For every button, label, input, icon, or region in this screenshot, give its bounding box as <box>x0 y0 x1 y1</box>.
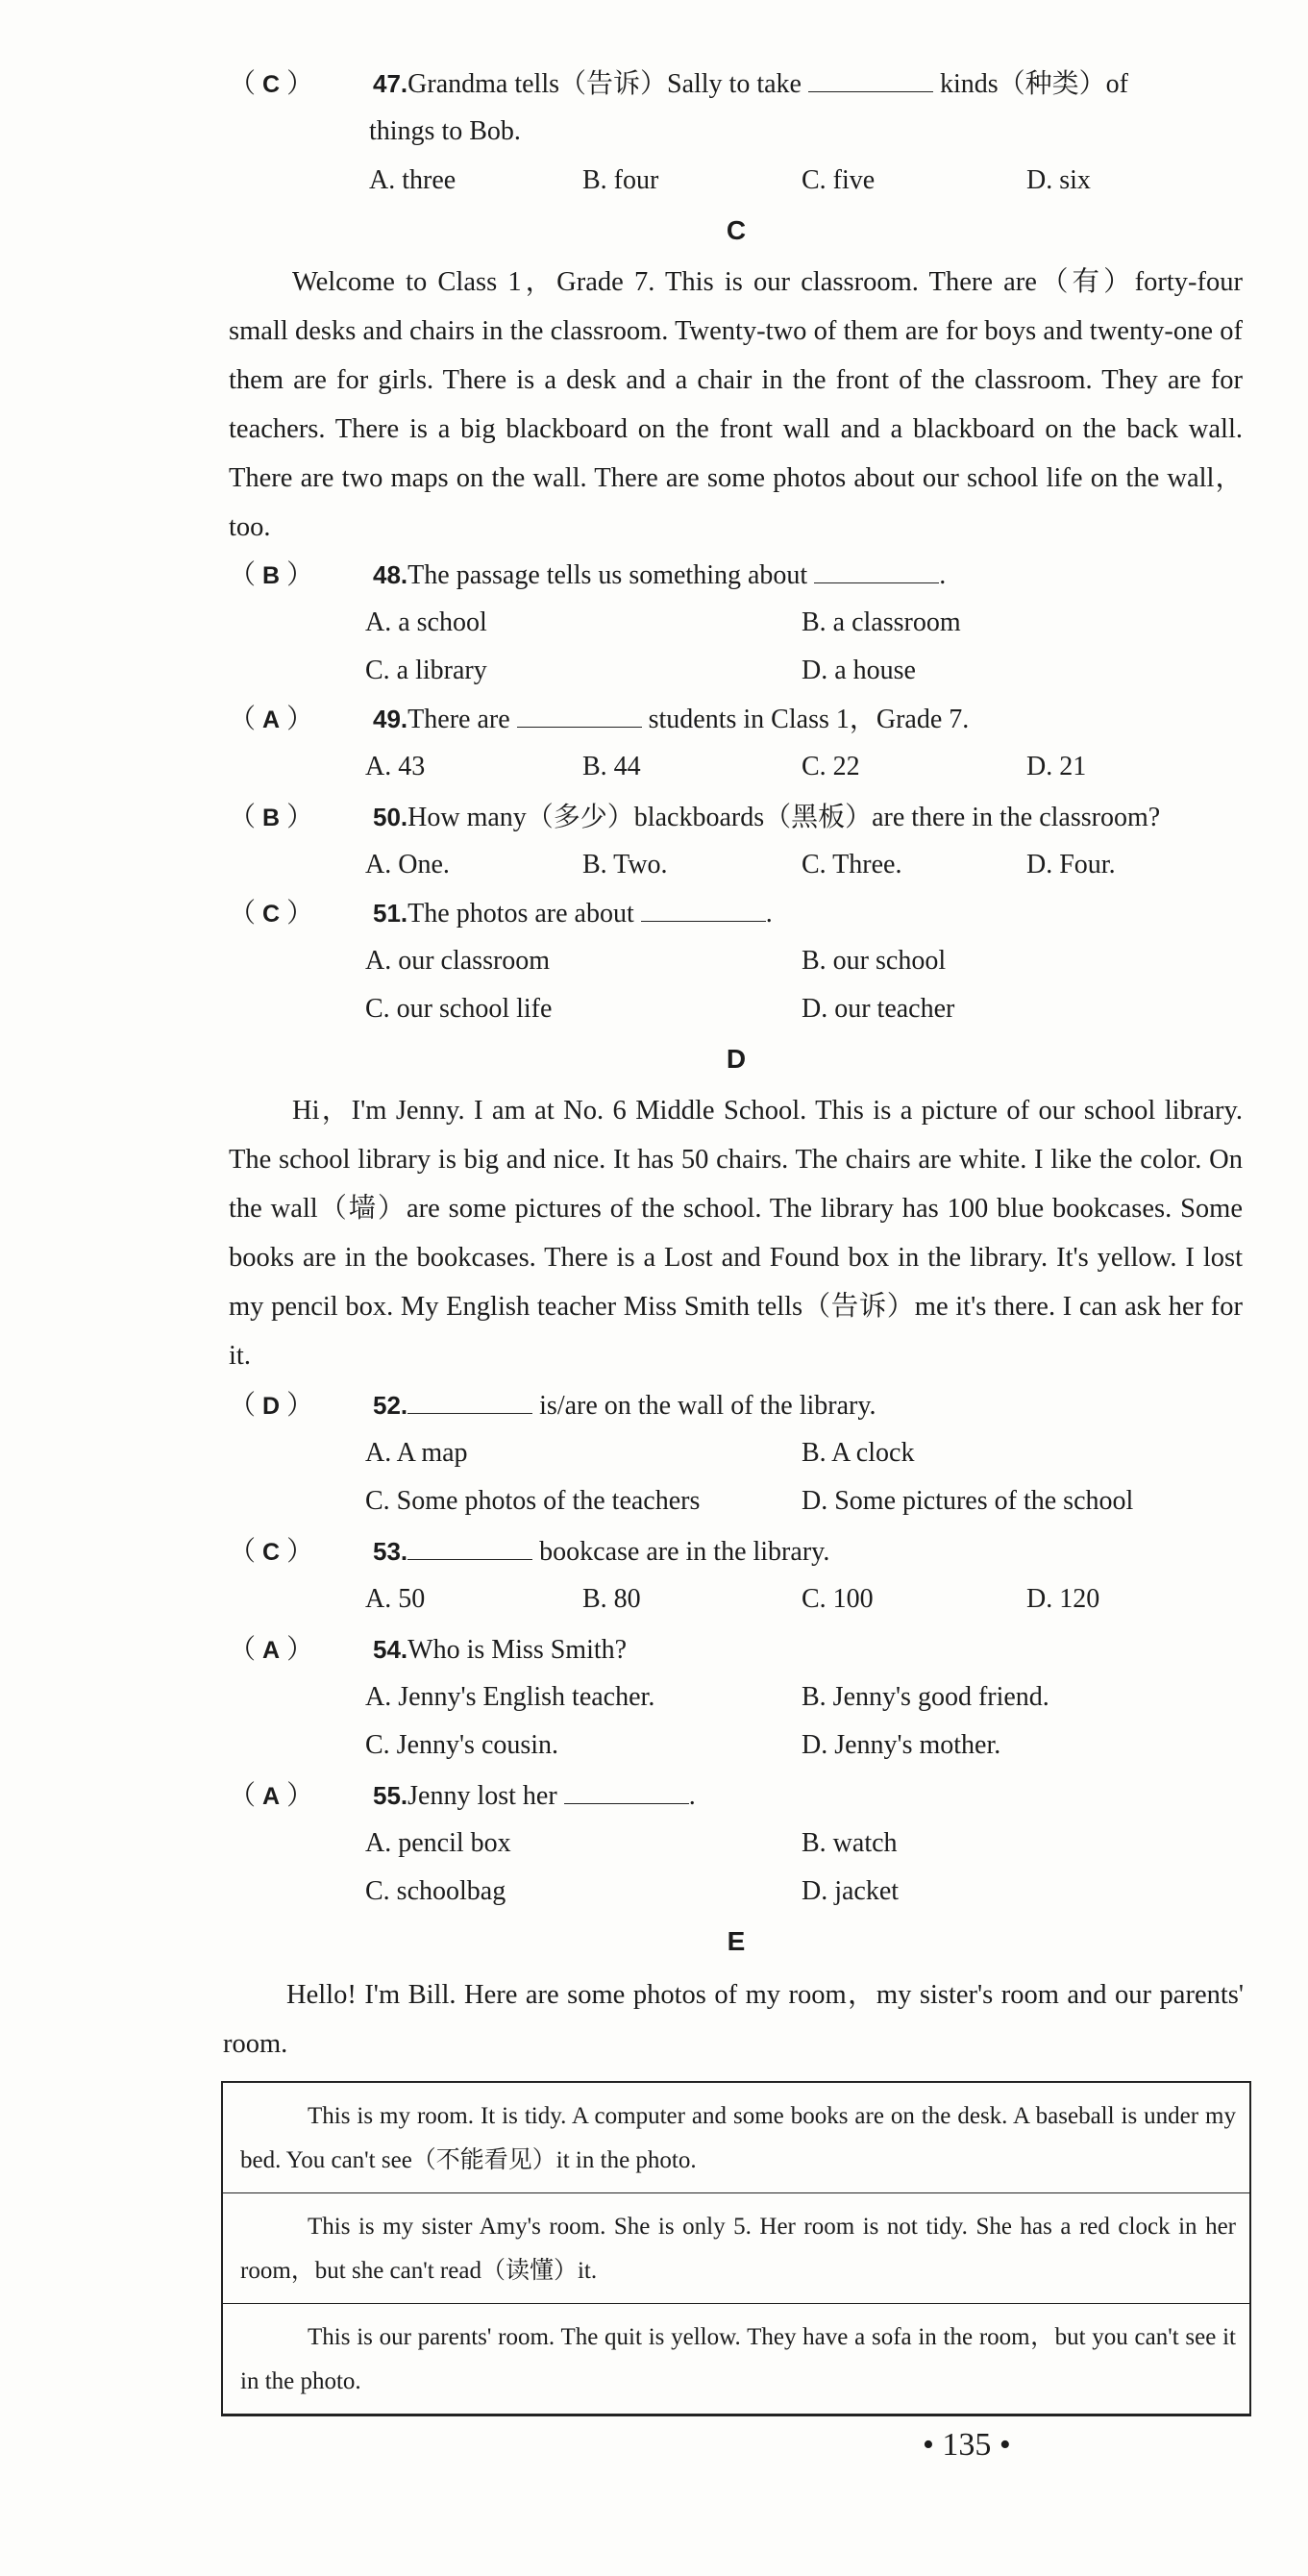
answer-bracket: （ B ） <box>229 803 314 832</box>
option-b: B. our school <box>802 946 947 976</box>
option-c: C. 100 <box>802 1584 874 1614</box>
answer-bracket: （ A ） <box>229 1781 314 1811</box>
option-c: C. schoolbag <box>365 1876 506 1906</box>
option-a: A. a school <box>365 607 487 637</box>
question-47: （ C ） 47.Grandma tells（告诉）Sally to take kinds（种类）of <box>229 64 1128 104</box>
option-b: B. A clock <box>802 1438 915 1468</box>
answer-bracket: （ C ） <box>229 1537 314 1567</box>
question-54: （ A ） 54.Who is Miss Smith? <box>229 1630 627 1670</box>
answer-bracket: （ D ） <box>229 1391 314 1421</box>
option-a: A. A map <box>365 1438 468 1468</box>
question-50: （ B ） 50.How many（多少）blackboards（黑板）are there in the classroom? <box>229 798 1160 837</box>
passage-c: Welcome to Class 1，Grade 7. This is our classroom. There are（有）forty-four small desks and chairs in the classroom. Twenty-two of them are for boys and twenty-one of them are for girls. There is a desk and a chair in the front of the classroom. They are for teachers. There is a big blackboard on the front wall and a blackboard on the back wall. There are two maps on the wall. There are some photos about our school life on the wall，too. <box>229 267 1243 542</box>
answer-bracket: （ B ） <box>229 560 314 590</box>
question-49: （ A ） 49.There are students in Class 1，Grade 7. <box>229 700 969 739</box>
option-c: C. Three. <box>802 850 902 879</box>
option-b: B. 44 <box>582 752 641 781</box>
option-d: D. our teacher <box>802 994 955 1024</box>
option-a: A. 43 <box>365 752 426 781</box>
option-c: C. 22 <box>802 752 860 781</box>
answer-blank <box>517 704 642 728</box>
answer-bracket: （ C ） <box>229 69 314 99</box>
answer-blank <box>641 898 766 922</box>
option-c: C. our school life <box>365 994 553 1024</box>
option-d: D. jacket <box>802 1876 900 1906</box>
option-d: D. six <box>1026 165 1091 195</box>
section-heading-e: E <box>727 1926 746 1956</box>
option-b: B. watch <box>802 1828 898 1858</box>
option-c: C. Jenny's cousin. <box>365 1730 559 1760</box>
answer-blank <box>808 68 933 92</box>
option-b: B. Two. <box>582 850 668 879</box>
option-b: B. Jenny's good friend. <box>802 1682 1049 1712</box>
option-d: D. Jenny's mother. <box>802 1730 1001 1760</box>
answer-blank <box>407 1536 532 1560</box>
answer-blank <box>814 559 939 583</box>
page-number: • 135 • <box>923 2427 1011 2463</box>
question-48: （ B ） 48.The passage tells us something about . <box>229 556 946 595</box>
option-d: D. 21 <box>1026 752 1087 781</box>
option-d: D. a house <box>802 656 916 685</box>
question-53: （ C ） 53. bookcase are in the library. <box>229 1532 829 1572</box>
option-a: A. pencil box <box>365 1828 511 1858</box>
option-a: A. three <box>369 165 457 195</box>
option-a: A. 50 <box>365 1584 426 1614</box>
option-b: B. a classroom <box>802 607 961 637</box>
option-b: B. four <box>582 165 659 195</box>
option-c: C. five <box>802 165 876 195</box>
table-row-sister-room: This is my sister Amy's room. She is only 5. Her room is not tidy. She has a red clock in her room，but she can't read（读懂）it. <box>223 2193 1249 2304</box>
table-row-my-room: This is my room. It is tidy. A computer and some books are on the desk. A baseball is under my bed. You can't see（不能看见）it in the photo. <box>223 2083 1249 2193</box>
option-d: D. Some pictures of the school <box>802 1486 1134 1516</box>
answer-bracket: （ A ） <box>229 1635 314 1665</box>
room-descriptions-table <box>221 2081 1251 2416</box>
answer-blank <box>407 1390 532 1414</box>
question-51: （ C ） 51.The photos are about . <box>229 894 773 933</box>
answer-blank <box>564 1780 689 1804</box>
passage-d: Hi，I'm Jenny. I am at No. 6 Middle School. This is a picture of our school library. The school library is big and nice. It has 50 chairs. The chairs are white. I like the color. On the wall（墙）are some pictures of the school. The library has 100 blue bookcases. Some books are in the bookcases. There is a Lost and Found box in the library. It's yellow. I lost my pencil box. My English teacher Miss Smith tells（告诉）me it's there. I can ask her for it. <box>229 1096 1243 1371</box>
option-d: D. Four. <box>1026 850 1116 879</box>
question-52: （ D ） 52. is/are on the wall of the library. <box>229 1386 876 1425</box>
passage-e-intro: Hello! I'm Bill. Here are some photos of my room，my sister's room and our parents' room. <box>223 1980 1244 2059</box>
option-b: B. 80 <box>582 1584 641 1614</box>
option-d: D. 120 <box>1026 1584 1100 1614</box>
option-c: C. Some photos of the teachers <box>365 1486 701 1516</box>
option-a: A. our classroom <box>365 946 551 976</box>
table-row-parents-room: This is our parents' room. The quit is yellow. They have a sofa in the room，but you can't see it in the photo. <box>240 2324 1236 2394</box>
answer-bracket: （ C ） <box>229 899 314 929</box>
section-heading-c: C <box>726 215 747 245</box>
option-c: C. a library <box>365 656 487 685</box>
question-55: （ A ） 55.Jenny lost her . <box>229 1776 696 1816</box>
answer-bracket: （ A ） <box>229 705 314 734</box>
option-a: A. Jenny's English teacher. <box>365 1682 655 1712</box>
option-a: A. One. <box>365 850 450 879</box>
question-47-continuation: things to Bob. <box>369 116 521 146</box>
section-heading-d: D <box>726 1044 747 1074</box>
